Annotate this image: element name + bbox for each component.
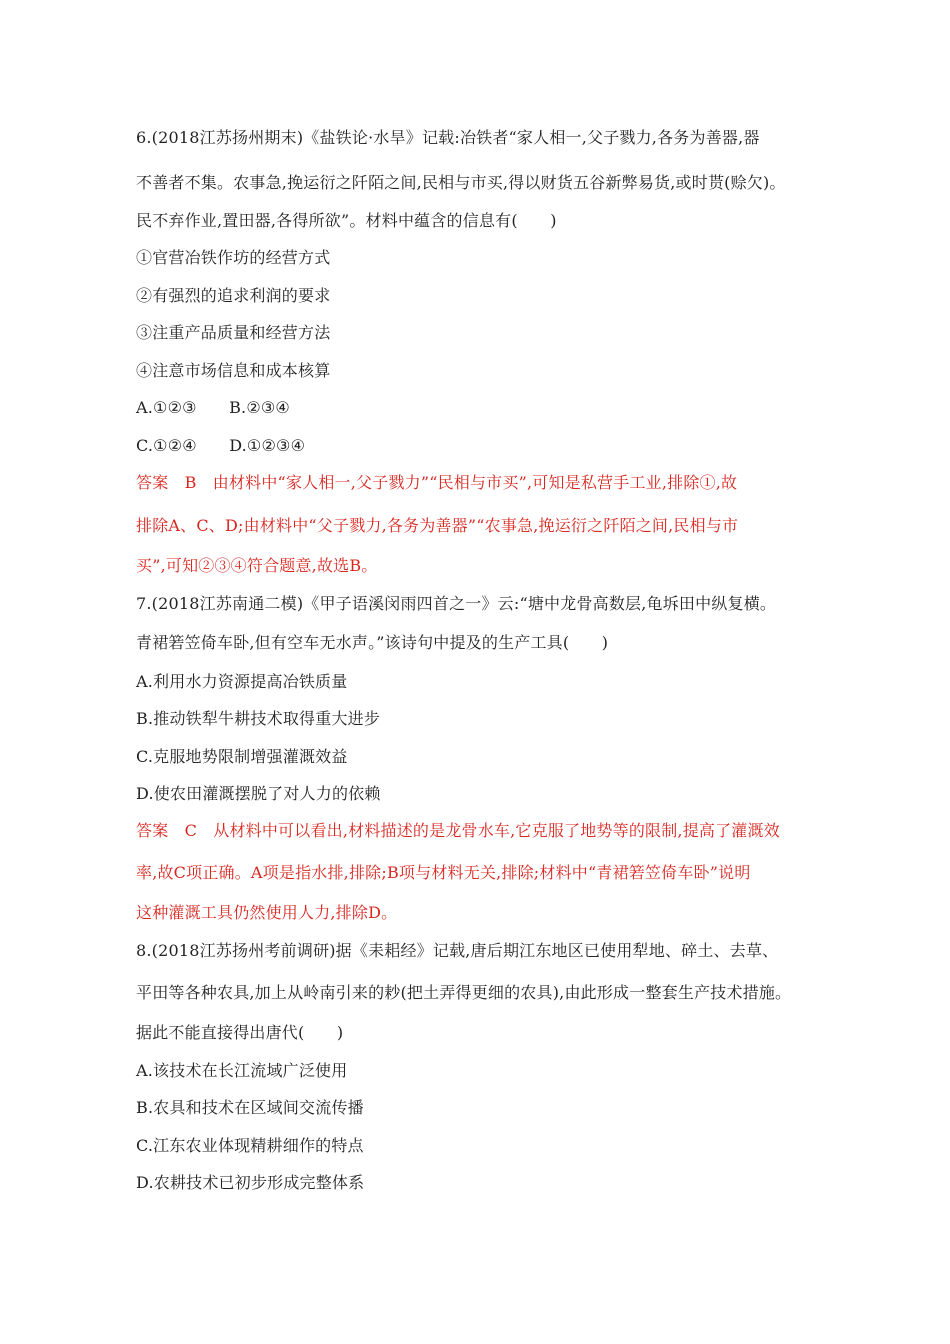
q6-stem-line-1: 6.(2018江苏扬州期末)《盐铁论·水旱》记载:冶铁者“家人相一,父子戮力,各务为善器,器 bbox=[136, 128, 760, 147]
q6-answer-line-1: 答案 B 由材料中“家人相一,父子戮力”“民相与市买”,可知是私营手工业,排除①,故 bbox=[136, 473, 738, 492]
q6-options-ab: A.①②③ B.②③④ bbox=[136, 398, 290, 417]
q6-answer-line-3: 买”,可知②③④符合题意,故选B。 bbox=[136, 556, 378, 575]
q8-option-c: C.江东农业体现精耕细作的特点 bbox=[136, 1136, 364, 1155]
q8-option-d: D.农耕技术已初步形成完整体系 bbox=[136, 1173, 365, 1192]
q7-answer-line-2: 率,故C项正确。A项是指水排,排除;B项与材料无关,排除;材料中“青裙箬笠倚车卧”说明 bbox=[136, 863, 751, 882]
q7-option-d: D.使农田灌溉摆脱了对人力的依赖 bbox=[136, 784, 381, 803]
q7-option-a: A.利用水力资源提高冶铁质量 bbox=[136, 672, 348, 691]
q7-stem-line-2: 青裙箬笠倚车卧,但有空车无水声。”该诗句中提及的生产工具( ) bbox=[136, 633, 609, 652]
q6-stem-line-3: 民不弃作业,置田器,各得所欲”。材料中蕴含的信息有( ) bbox=[136, 211, 557, 230]
q8-option-a: A.该技术在长江流域广泛使用 bbox=[136, 1061, 348, 1080]
q8-option-b: B.农具和技术在区域间交流传播 bbox=[136, 1098, 364, 1117]
q6-item-4: ④注意市场信息和成本核算 bbox=[136, 361, 331, 380]
q6-item-2: ②有强烈的追求利润的要求 bbox=[136, 286, 331, 305]
q6-stem-line-2: 不善者不集。农事急,挽运衍之阡陌之间,民相与市买,得以财货五谷新弊易货,或时贳(赊欠)。 bbox=[136, 173, 786, 192]
q7-answer-line-1: 答案 C 从材料中可以看出,材料描述的是龙骨水车,它克服了地势等的限制,提高了灌溉效 bbox=[136, 821, 780, 840]
q6-options-cd: C.①②④ D.①②③④ bbox=[136, 436, 306, 455]
q8-stem-line-2: 平田等各种农具,加上从岭南引来的耖(把土弄得更细的农具),由此形成一整套生产技术措施。 bbox=[136, 983, 792, 1002]
q7-stem-line-1: 7.(2018江苏南通二模)《甲子语溪闵雨四首之一》云:“塘中龙骨高数层,龟坼田中纵复横。 bbox=[136, 594, 777, 613]
q6-item-3: ③注重产品质量和经营方法 bbox=[136, 323, 331, 342]
q6-item-1: ①官营冶铁作坊的经营方式 bbox=[136, 248, 331, 267]
q8-stem-line-3: 据此不能直接得出唐代( ) bbox=[136, 1023, 344, 1042]
q8-stem-line-1: 8.(2018江苏扬州考前调研)据《耒耜经》记载,唐后期江东地区已使用犁地、碎土、去草、 bbox=[136, 941, 779, 960]
q6-answer-line-2: 排除A、C、D;由材料中“父子戮力,各务为善器”“农事急,挽运衍之阡陌之间,民相与市 bbox=[136, 516, 739, 535]
q7-answer-line-3: 这种灌溉工具仍然使用人力,排除D。 bbox=[136, 903, 398, 922]
q7-option-b: B.推动铁犁牛耕技术取得重大进步 bbox=[136, 709, 381, 728]
q7-option-c: C.克服地势限制增强灌溉效益 bbox=[136, 747, 348, 766]
